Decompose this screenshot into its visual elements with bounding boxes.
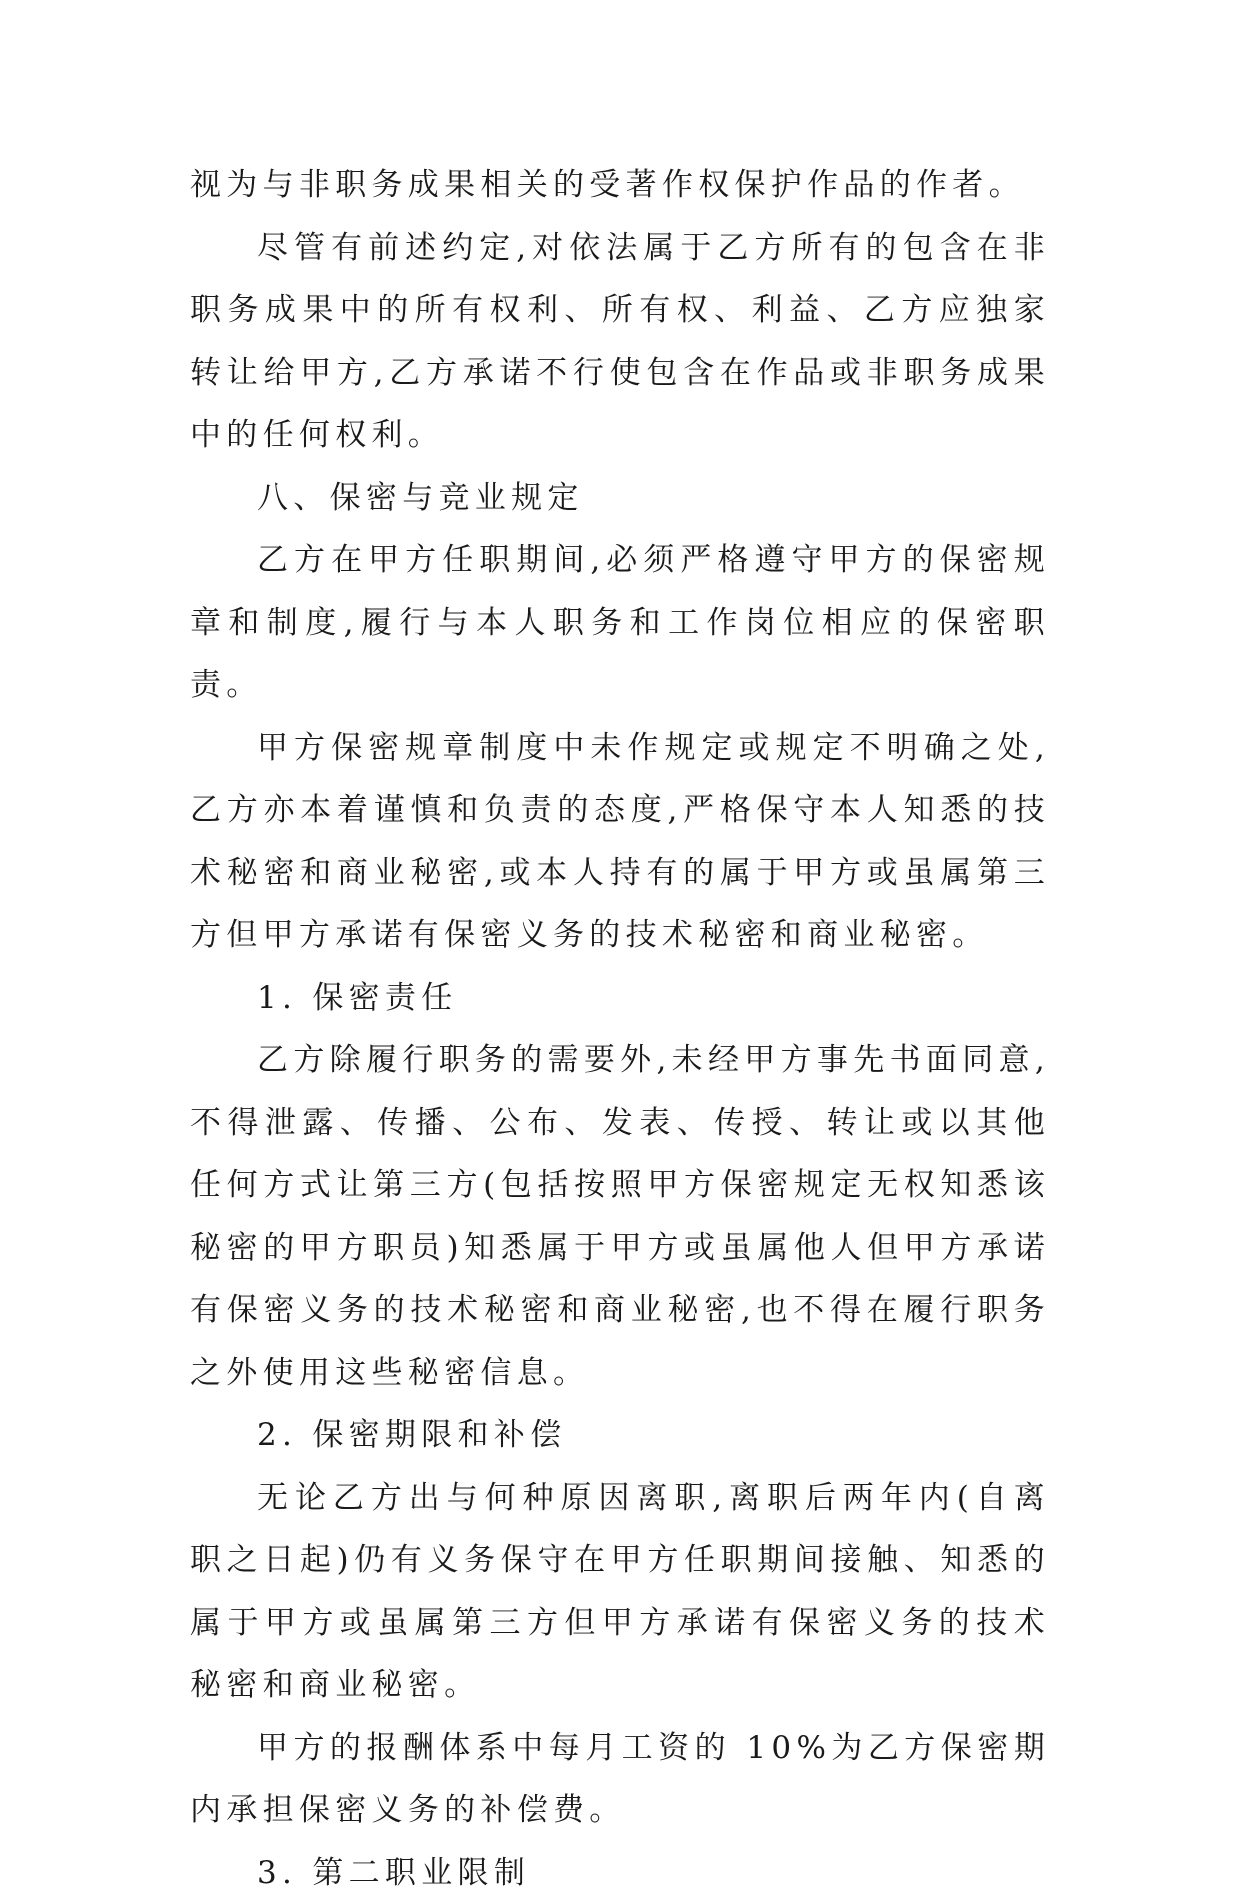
paragraph-compensation: 甲方的报酬体系中每月工资的 10%为乙方保密期内承担保密义务的补偿费。 bbox=[190, 1717, 1050, 1842]
paragraph-confidentiality-duty: 乙方在甲方任职期间,必须严格遵守甲方的保密规章和制度,履行与本人职务和工作岗位相应的保密职责。 bbox=[190, 529, 1050, 717]
paragraph-authorship-continuation: 视为与非职务成果相关的受著作权保护作品的作者。 bbox=[190, 154, 1050, 217]
section-heading-confidentiality: 八、保密与竞业规定 bbox=[190, 467, 1050, 530]
subheading-confidentiality-period: 2. 保密期限和补偿 bbox=[190, 1404, 1050, 1467]
document-body bbox=[190, 154, 1050, 1904]
paragraph-post-departure-duty: 无论乙方出与何种原因离职,离职后两年内(自离职之日起)仍有义务保守在甲方任职期间接触、知悉的属于甲方或虽属第三方但甲方承诺有保密义务的技术秘密和商业秘密。 bbox=[190, 1467, 1050, 1717]
paragraph-unspecified-rules: 甲方保密规章制度中未作规定或规定不明确之处,乙方亦本着谨慎和负责的态度,严格保守本人知悉的技术秘密和商业秘密,或本人持有的属于甲方或虽属第三方但甲方承诺有保密义务的技术秘密和商业秘密。 bbox=[190, 717, 1050, 967]
paragraph-rights-transfer: 尽管有前述约定,对依法属于乙方所有的包含在非职务成果中的所有权利、所有权、利益、乙方应独家转让给甲方,乙方承诺不行使包含在作品或非职务成果中的任何权利。 bbox=[190, 217, 1050, 467]
subheading-confidentiality-responsibility: 1. 保密责任 bbox=[190, 967, 1050, 1030]
paragraph-disclosure-prohibition: 乙方除履行职务的需要外,未经甲方事先书面同意,不得泄露、传播、公布、发表、传授、转让或以其他任何方式让第三方(包括按照甲方保密规定无权知悉该秘密的甲方职员)知悉属于甲方或虽属他人但甲方承诺有保密义务的技术秘密和商业秘密,也不得在履行职务之外使用这些秘密信息。 bbox=[190, 1029, 1050, 1404]
subheading-second-job-restriction: 3. 第二职业限制 bbox=[190, 1842, 1050, 1904]
